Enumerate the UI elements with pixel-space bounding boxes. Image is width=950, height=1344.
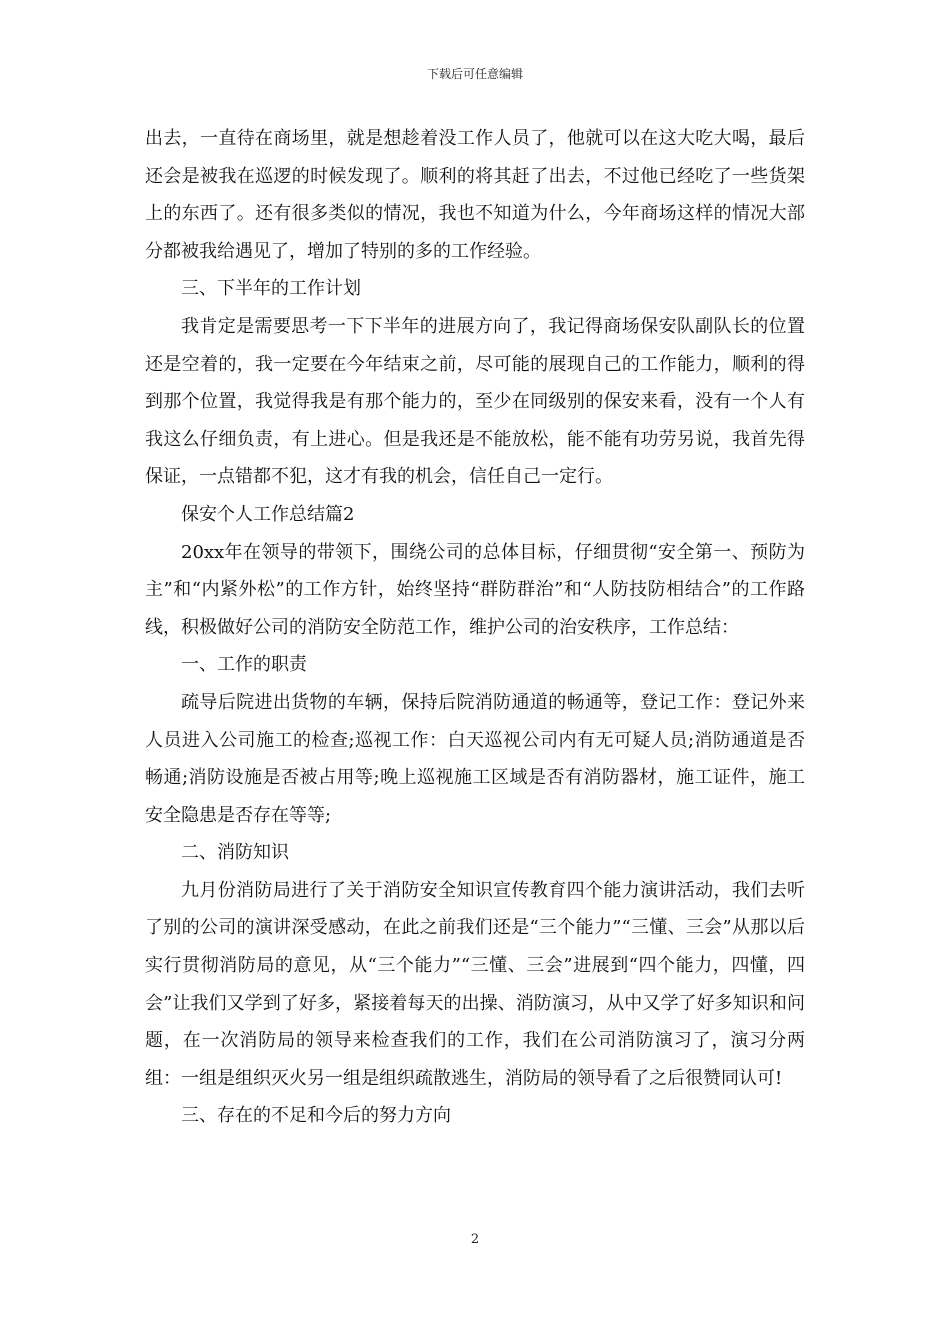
section-heading-duties: 一、工作的职责: [181, 654, 307, 676]
paragraph-fire-knowledge: 九月份消防局进行了关于消防安全知识宣传教育四个能力演讲活动，我们去听了别的公司的演讲深受感动，在此之前我们还是“三个能力”“三懂、三会”从那以后实行贯彻消防局的意见，从“三个能力”“三懂、三会”进展到“四个能力，四懂，四会”让我们又学到了好多，紧接着每天的出操、消防演习，从中又学了好多知识和问题，在一次消防局的领导来检查我们的工作，我们在公司消防演习了，演习分两组：一组是组织灭火另一组是组织疏散逃生，消防局的领导看了之后很赞同认可!: [145, 879, 805, 1089]
document-body: [145, 120, 805, 1135]
paragraph-continuation: 出去，一直待在商场里，就是想趁着没工作人员了，他就可以在这大吃大喝，最后还会是被我在巡逻的时候发现了。顺利的将其赶了出去，不过他已经吃了一些货架上的东西了。还有很多类似的情况，我也不知道为什么，今年商场这样的情况大部分都被我给遇见了，增加了特别的多的工作经验。: [145, 128, 805, 262]
page-header: 下载后可任意编辑: [426, 67, 523, 81]
paragraph-plan: 我肯定是需要思考一下下半年的进展方向了，我记得商场保安队副队长的位置还是空着的，我一定要在今年结束之前，尽可能的展现自己的工作能力，顺利的得到那个位置，我觉得我是有那个能力的，至少在同级别的保安来看，没有一个人有我这么仔细负责，有上进心。但是我还是不能放松，能不能有功劳另说，我首先得保证，一点错都不犯，这才有我的机会，信任自己一定行。: [145, 315, 805, 488]
section-heading-plan: 三、下半年的工作计划: [181, 278, 361, 300]
paragraph-intro: 20xx年在领导的带领下，围绕公司的总体目标，仔细贯彻“安全第一、预防为主”和“内紧外松”的工作方针，始终坚持“群防群治”和“人防技防相结合”的工作路线，积极做好公司的消防安全防范工作，维护公司的治安秩序，工作总结：: [145, 541, 805, 638]
page-number: 2: [470, 1232, 480, 1247]
section-heading-fire-knowledge: 二、消防知识: [181, 842, 289, 864]
paragraph-duties: 疏导后院进出货物的车辆，保持后院消防通道的畅通等，登记工作：登记外来人员进入公司施工的检查;巡视工作：白天巡视公司内有无可疑人员;消防通道是否畅通;消防设施是否被占用等;晚上巡视施工区域是否有消防器材，施工证件，施工安全隐患是否存在等等;: [145, 691, 805, 826]
section-heading-shortcomings: 三、存在的不足和今后的努力方向: [181, 1105, 451, 1127]
article-title: 保安个人工作总结篇2: [181, 503, 355, 525]
